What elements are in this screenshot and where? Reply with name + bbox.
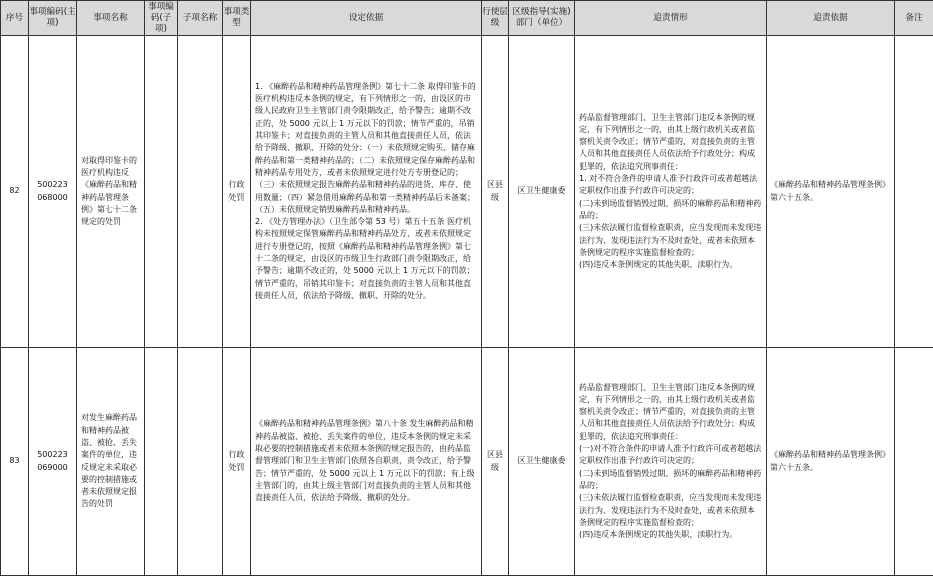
header-name: 事项名称	[77, 1, 145, 36]
cell-code	[29, 348, 77, 576]
cell-subcode	[145, 36, 178, 348]
cell-basis	[251, 348, 482, 576]
cell-pursue	[575, 348, 767, 576]
header-level: 行使层级	[482, 1, 509, 36]
pursue-item: (一)对不符合条件的申请人准予行政许可或者超越法定职权作出准予行政许可决定的；	[579, 444, 762, 466]
cell-subcode	[145, 348, 178, 576]
cell-basis	[251, 36, 482, 348]
cell-level: 区县级	[482, 36, 509, 348]
cell-code	[29, 36, 77, 348]
pursue-item: (四)违反本条例规定的其他失职、渎职行为。	[579, 260, 738, 270]
basis-paragraph: 2. 《处方管理办法》（卫生部令第 53 号）第五十五条 医疗机构未按照规定保管麻醉药品和精神药品处方，或者未依照规定进行专册登记的，按照《麻醉药品和精神药品管理条例》第七十二条的规定，由设区的市级卫生行政部门责令限期改正，给予警告；逾期不改正的，处 5000 元以上 1 万元以下的罚款；情节严重的，吊销其印鉴卡；对直接负责的主管人员和其他直接责任人员，依法给予降级、撤职、开除的处分。	[255, 217, 475, 300]
cell-pursue-basis: 《麻醉药品和精神药品管理条例》第六十五条。	[767, 348, 895, 576]
table-row	[1, 348, 933, 576]
cell-level: 区县级	[482, 348, 509, 576]
code-part-a: 500223	[37, 450, 68, 460]
cell-pursue	[575, 36, 767, 348]
cell-type: 行政处罚	[223, 348, 251, 576]
cell-note	[895, 348, 933, 576]
cell-subname	[178, 36, 223, 348]
header-code: 事项编码(主项)	[29, 1, 77, 36]
cell-note	[895, 36, 933, 348]
code-part-a: 500223	[37, 180, 68, 190]
table-row	[1, 36, 933, 348]
header-row	[1, 1, 933, 36]
basis-paragraph: 《麻醉药品和精神药品管理条例》第八十条 发生麻醉药品和精神药品被盗、被抢、丢失案件的单位，违反本条例的规定未采取必要的控制措施或者未依照本条例的规定报告的，由药品监督管理部门和卫生主管部门依照各自职责，责令改正，给予警告；情节严重的，处 5000 元以上 1 万元以下的罚款；有上级主管部门的，由其上级主管部门对直接负责的主管人员和其他直接责任人员，依法给予降级、撤职的处分。	[255, 419, 475, 503]
pursue-item: 1. 对不符合条件的申请人准予行政许可或者超越法定职权作出准予行政许可决定的；	[579, 174, 758, 196]
header-type: 事项类型	[223, 1, 251, 36]
cell-name: 对取得印鉴卡的医疗机构违反《麻醉药品和精神药品管理条例》第七十二条规定的处罚	[77, 36, 145, 348]
cell-type: 行政处罚	[223, 36, 251, 348]
cell-dept: 区卫生健康委	[509, 348, 575, 576]
header-basis: 设定依据	[251, 1, 482, 36]
pursue-item: (二)未到场监督销毁过期、损坏的麻醉药品和精神药品的；	[579, 198, 762, 220]
cell-subname	[178, 348, 223, 576]
header-dept: 区级指导(实施)部门（单位）	[509, 1, 575, 36]
basis-paragraph: 1. 《麻醉药品和精神药品管理条例》第七十二条 取得印鉴卡的医疗机构违反本条例的规定，有下列情形之一的，由设区的市级人民政府卫生主管部门责令限期改正，给予警告；逾期不改正的，处 5000 元以上 1 万元以下的罚款；情节严重的，吊销其印鉴卡；对直接负责的主管人员和其他直接责任人员，依法给予降级、撤职、开除的处分：（一）未依照规定购买、储存麻醉药品和第一类精神药品的；（二）未依照规定保存麻醉药品和精神药品专用处方，或者未依照规定进行处方专册登记的；（三）未依照规定报告麻醉药品和精神药品的进货、库存、使用数量；（四）紧急借用麻醉药品和第一类精神药品后未备案；（五）未依照规定销毁麻醉药品和精神药品。	[255, 81, 476, 214]
pursue-item: (四)违反本条例规定的其他失职、渎职行为。	[579, 530, 738, 540]
cell-seq: 82	[1, 36, 29, 348]
header-seq: 序号	[1, 1, 29, 36]
code-part-b: 069000	[37, 462, 68, 472]
header-subname: 子项名称	[178, 1, 223, 36]
code-part-b: 068000	[37, 192, 68, 202]
header-pursue-basis: 追责依据	[767, 1, 895, 36]
cell-dept: 区卫生健康委	[509, 36, 575, 348]
pursue-item: (三)未依法履行监督检查职责，应当发现而未发现违法行为、发现违法行为不及时查处，或者未依照本条例规定的程序实施监督检查的；	[579, 493, 762, 527]
pursue-intro: 药品监督管理部门、卫生主管部门违反本条例的规定，有下列情形之一的，由其上级行政机关或者监察机关责令改正；情节严重的，对直接负责的主管人员和其他直接责任人员依法给予行政处分；构成犯罪的，依法追究刑事责任：	[579, 112, 755, 171]
pursue-intro: 药品监督管理部门、卫生主管部门违反本条例的规定，有下列情形之一的，由其上级行政机关或者监察机关责令改正；情节严重的，对直接负责的主管人员和其他直接责任人员依法给予行政处分；构成犯罪的，依法追究刑事责任：	[579, 382, 755, 441]
header-subcode: 事项编码(子项)	[145, 1, 178, 36]
cell-pursue-basis: 《麻醉药品和精神药品管理条例》第六十五条。	[767, 36, 895, 348]
header-pursue: 追责情形	[575, 1, 767, 36]
cell-seq: 83	[1, 348, 29, 576]
pursue-item: (三)未依法履行监督检查职责，应当发现而未发现违法行为、发现违法行为不及时查处，或者未依照本条例规定的程序实施监督检查的；	[579, 223, 762, 257]
pursue-item: (二)未到场监督销毁过期、损坏的麻醉药品和精神药品的；	[579, 468, 762, 490]
header-note: 备注	[895, 1, 933, 36]
cell-name: 对发生麻醉药品和精神药品被盗、被抢、丢失案件的单位，违反规定未采取必要的控制措施或者未依照规定报告的处罚	[77, 348, 145, 576]
